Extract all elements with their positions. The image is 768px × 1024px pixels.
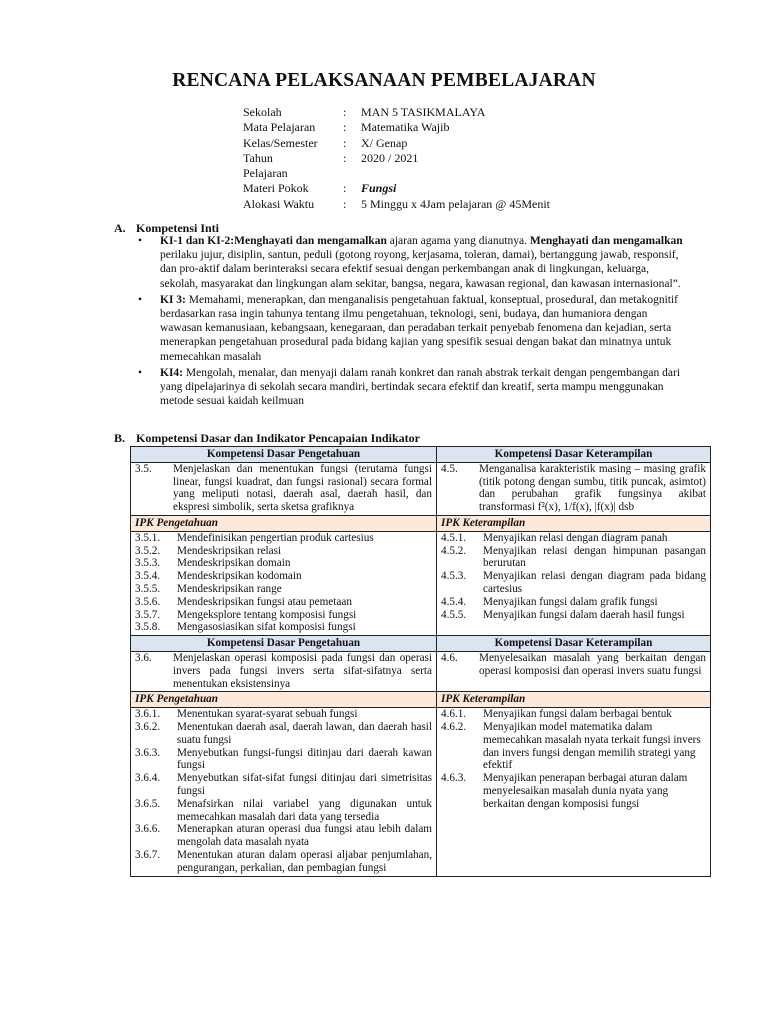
list-item-ki3 [136,293,684,364]
meta-key: Kelas/Semester [243,135,318,150]
list-item [135,596,432,609]
section-letter: B. [114,431,126,445]
kd-4-6-cell [437,651,711,691]
meta-row-materi-pokok [243,181,623,196]
section-letter: A. [114,221,126,235]
bullet-icon: • [138,293,143,306]
table-row [131,708,711,876]
meta-value: 2020 / 2021 [361,150,419,165]
ki-emphasis: Menghayati dan mengamalkan [234,235,387,247]
ipk-text: Menerapkan aturan operasi dua fungsi atau lebih dalam mengolah data masalah nyata [177,823,432,849]
ipk-text: Menyajikan fungsi dalam grafik fungsi [483,595,658,608]
meta-value: X/ Genap [361,135,408,150]
ipk-text: Mengeksplore tentang komposisi fungsi [177,608,357,621]
ipk-number: 4.6.2. [441,720,467,733]
meta-value: Fungsi [361,181,397,196]
ipk-keterampilan-header: IPK Keterampilan [437,692,711,708]
ki-text: Mengolah, menalar, dan menyaji dalam ranah konkret dan ranah abstrak terkait dengan pengembangan dari yang dipelajarinya di sekolah secara mandiri, bertindak secara efektif dan kreatif, serta mampu menggunakan metode sesuai kaidah keilmuan [160,366,681,408]
kd-text: Menyelesaikan masalah yang berkaitan dengan operasi komposisi dan operasi invers suatu fungsi [479,651,706,677]
section-title: Kompetensi Inti [136,221,220,235]
ipk-number: 3.5.5. [135,582,161,595]
ipk-header-row [131,692,711,708]
meta-key: Sekolah [243,105,282,119]
kd-4-5-cell [437,462,711,515]
list-item-ki4 [136,366,684,409]
list-item [135,570,432,583]
ipk-text: Menentukan daerah asal, daerah lawan, dan daerah hasil suatu fungsi [177,720,432,746]
ipk-text: Mendeskripsikan kodomain [177,570,302,583]
table-row [131,651,711,691]
ipk-number: 4.5.5. [441,608,467,621]
table-header-row [131,447,711,463]
meta-separator: : [343,181,347,196]
list-item [135,708,432,721]
meta-separator: : [343,150,347,165]
meta-row-kelas-semester [243,136,623,151]
kd-number: 3.6. [135,651,152,664]
ipk-number: 3.6.2. [135,720,161,733]
meta-row-mata-pelajaran [243,120,623,135]
list-item [135,849,432,875]
ki-text: perilaku jujur, disiplin, santun, peduli (gotong royong, kerjasama, toleran, damai), bertanggung jawab, responsif, dan pro-aktif dalam berinteraksi secara efektif sesuai dengan perkembangan anak di lingkungan, keluarga, sekolah, masyarakat dan lingkungan alam sekitar, bangsa, negara, kawasan regional, dan kawasan internasional”. [160,249,681,290]
list-item [441,545,706,571]
meta-value: Matematika Wajib [361,120,450,135]
ipk-number: 4.6.3. [441,772,467,785]
list-item [135,721,432,747]
ipk-3-5-cell [131,531,437,635]
meta-value [361,166,623,181]
kd-3-6-cell [131,651,437,691]
ipk-pengetahuan-header: IPK Pengetahuan [131,515,437,531]
ki-emphasis: Menghayati dan mengamalkan [529,235,683,247]
meta-key: Tahun [243,150,273,165]
ipk-text: Menyajikan relasi dengan diagram panah [483,531,668,544]
header-kd-keterampilan: Kompetensi Dasar Keterampilan [437,636,711,652]
ipk-number: 3.6.3. [135,746,161,759]
list-item [441,772,706,810]
list-item [441,532,706,545]
kd-3-5-cell [131,462,437,515]
ipk-text: Menyebutkan sifat-sifat fungsi ditinjau dari simetrisitas fungsi [177,772,432,797]
ipk-text: Menyebutkan fungsi-fungsi ditinjau dari daerah kawan fungsi [177,746,432,772]
ipk-text: Menyajikan relasi dengan himpunan pasangan berurutan [483,544,706,570]
ipk-4-5-cell [437,531,711,635]
ipk-number: 3.6.4. [135,772,161,785]
kd-text: Menganalisa karakteristik masing – masing grafik (titik potong dengan sumbu, titik puncak, asimtot) dan perubahan grafik fungsinya akibat transformasi f²(x), 1/f(x), |f(x)| dsb [479,462,706,514]
ki-label: KI-1 dan KI-2: [160,235,235,247]
meta-row-pelajaran [243,166,623,181]
document-title: RENCANA PELAKSANAAN PEMBELAJARAN [172,70,596,91]
meta-separator [343,166,361,181]
ipk-text: Mendefinisikan pengertian produk cartesius [177,531,374,544]
header-kd-pengetahuan: Kompetensi Dasar Pengetahuan [131,447,437,463]
ipk-number: 3.5.6. [135,595,161,608]
section-b-heading [114,431,420,446]
kd-ipk-table [130,446,711,877]
list-item [441,570,706,596]
ipk-text: Menyajikan relasi dengan diagram pada bidang cartesius [483,570,706,595]
meta-row-tahun [243,151,623,166]
table-row [131,462,711,515]
meta-key: Pelajaran [243,166,288,181]
bullet-icon: • [138,235,143,247]
ipk-text: Menentukan aturan dalam operasi aljabar penjumlahan, pengurangan, perkalian, dan pembagian fungsi [177,848,432,874]
ipk-number: 3.5.2. [135,544,161,557]
ipk-number: 3.5.3. [135,557,161,570]
ipk-number: 3.5.7. [135,608,161,621]
list-item [135,545,432,558]
kd-number: 3.5. [135,462,152,475]
meta-value: MAN 5 TASIKMALAYA [361,105,486,119]
ipk-text: Mendeskripsikan fungsi atau pemetaan [177,595,352,608]
ipk-text: Menyajikan fungsi dalam berbagai bentuk [483,708,672,721]
ipk-text: Menentukan syarat-syarat sebuah fungsi [177,708,358,721]
ki-text: ajaran agama yang dianutnya. [386,235,530,247]
ipk-number: 4.5.1. [441,531,467,544]
ipk-pengetahuan-header: IPK Pengetahuan [131,692,437,708]
ki-label: KI 3: [160,293,186,306]
meta-row-sekolah [243,105,623,120]
meta-value: 5 Minggu x 4Jam pelajaran @ 45Menit [361,196,551,211]
ipk-number: 3.5.4. [135,570,161,583]
list-item [441,609,706,622]
ipk-text: Mengasosiasikan sifat komposisi fungsi [177,621,356,634]
meta-separator: : [343,196,347,211]
header-kd-pengetahuan: Kompetensi Dasar Pengetahuan [131,636,437,652]
ipk-3-6-cell [131,708,437,876]
list-item [135,747,432,773]
ipk-number: 3.6.5. [135,797,161,810]
ki-label: KI4: [160,366,183,379]
ipk-number: 3.5.8. [135,621,161,634]
ipk-number: 3.6.6. [135,823,161,836]
meta-row-alokasi-waktu [243,197,623,212]
ipk-header-row [131,515,711,531]
ipk-4-6-cell [437,708,711,876]
section-title: Kompetensi Dasar dan Indikator Pencapaian Indikator [136,431,420,445]
ipk-text: Mendeskripsikan domain [177,557,291,570]
ipk-number: 4.6.1. [441,708,467,721]
kd-text: Menjelaskan dan menentukan fungsi (terutama fungsi linear, fungsi kuadrat, dan fungsi rasional) secara formal yang meliputi notasi, daerah asal, daerah hasil, dan ekspresi simbolik, serta sketsa grafiknya [173,462,432,514]
meta-separator: : [343,135,347,150]
identity-block [243,105,623,212]
meta-key: Mata Pelajaran [243,120,316,135]
ipk-text: Menyajikan penerapan berbagai aturan dalam menyelesaikan masalah dunia nyata yang berkaitan dengan komposisi fungsi [483,772,688,810]
ipk-number: 4.5.4. [441,595,467,608]
table-row [131,531,711,635]
meta-key: Materi Pokok [243,181,309,196]
ipk-text: Mendeskripsikan range [177,582,282,595]
list-item [441,708,706,721]
list-item [441,721,706,772]
ipk-number: 3.6.1. [135,708,161,721]
meta-separator: : [343,120,347,135]
list-item [135,823,432,849]
ipk-number: 4.5.2. [441,544,467,557]
list-item [135,532,432,545]
list-item [135,621,432,634]
list-item [135,798,432,824]
ipk-number: 3.5.1. [135,531,161,544]
meta-separator: : [343,105,347,119]
meta-key: Alokasi Waktu [243,196,315,211]
table-header-row [131,636,711,652]
ki-text: Memahami, menerapkan, dan menganalisis pengetahuan faktual, konseptual, prosedural, dan metakognitif berdasarkan rasa ingin tahunya tentang ilmu pengetahuan, teknologi, seni, budaya, dan humaniora dengan wawasan kemanusiaan, kebangsaan, kenegaraan, dan peradaban terkait penyebab fenomena dan kejadian, serta menerapkan pengetahuan prosedural pada bidang kajian yang spesifik sesuai dengan bakat dan minatnya untuk memecahkan masalah [160,293,678,363]
kompetensi-inti-list [136,234,684,408]
ipk-text: Menyajikan model matematika dalam memecahkan masalah nyata terkait fungsi invers dan invers fungsi dengan memilih strategi yang efektif [483,720,701,772]
ipk-text: Mendeskripsikan relasi [177,544,282,557]
ipk-keterampilan-header: IPK Keterampilan [437,515,711,531]
ipk-text: Menyajikan fungsi dalam daerah hasil fungsi [483,608,685,621]
list-item [441,596,706,609]
list-item [135,557,432,570]
kd-number: 4.6. [441,651,458,664]
list-item-ki1-ki2 [136,234,684,291]
kd-number: 4.5. [441,462,458,475]
ipk-number: 4.5.3. [441,570,467,583]
ipk-text: Menafsirkan nilai variabel yang digunakan untuk memecahkan masalah dari data yang tersedia [177,797,432,823]
bullet-icon: • [138,366,143,379]
list-item [135,583,432,596]
list-item [135,609,432,622]
ipk-number: 3.6.7. [135,848,161,861]
kd-text: Menjelaskan operasi komposisi pada fungsi dan operasi invers pada fungsi invers serta sifat-sifatnya serta menentukan eksistensinya [173,651,432,690]
header-kd-keterampilan: Kompetensi Dasar Keterampilan [437,447,711,463]
list-item [135,772,432,798]
